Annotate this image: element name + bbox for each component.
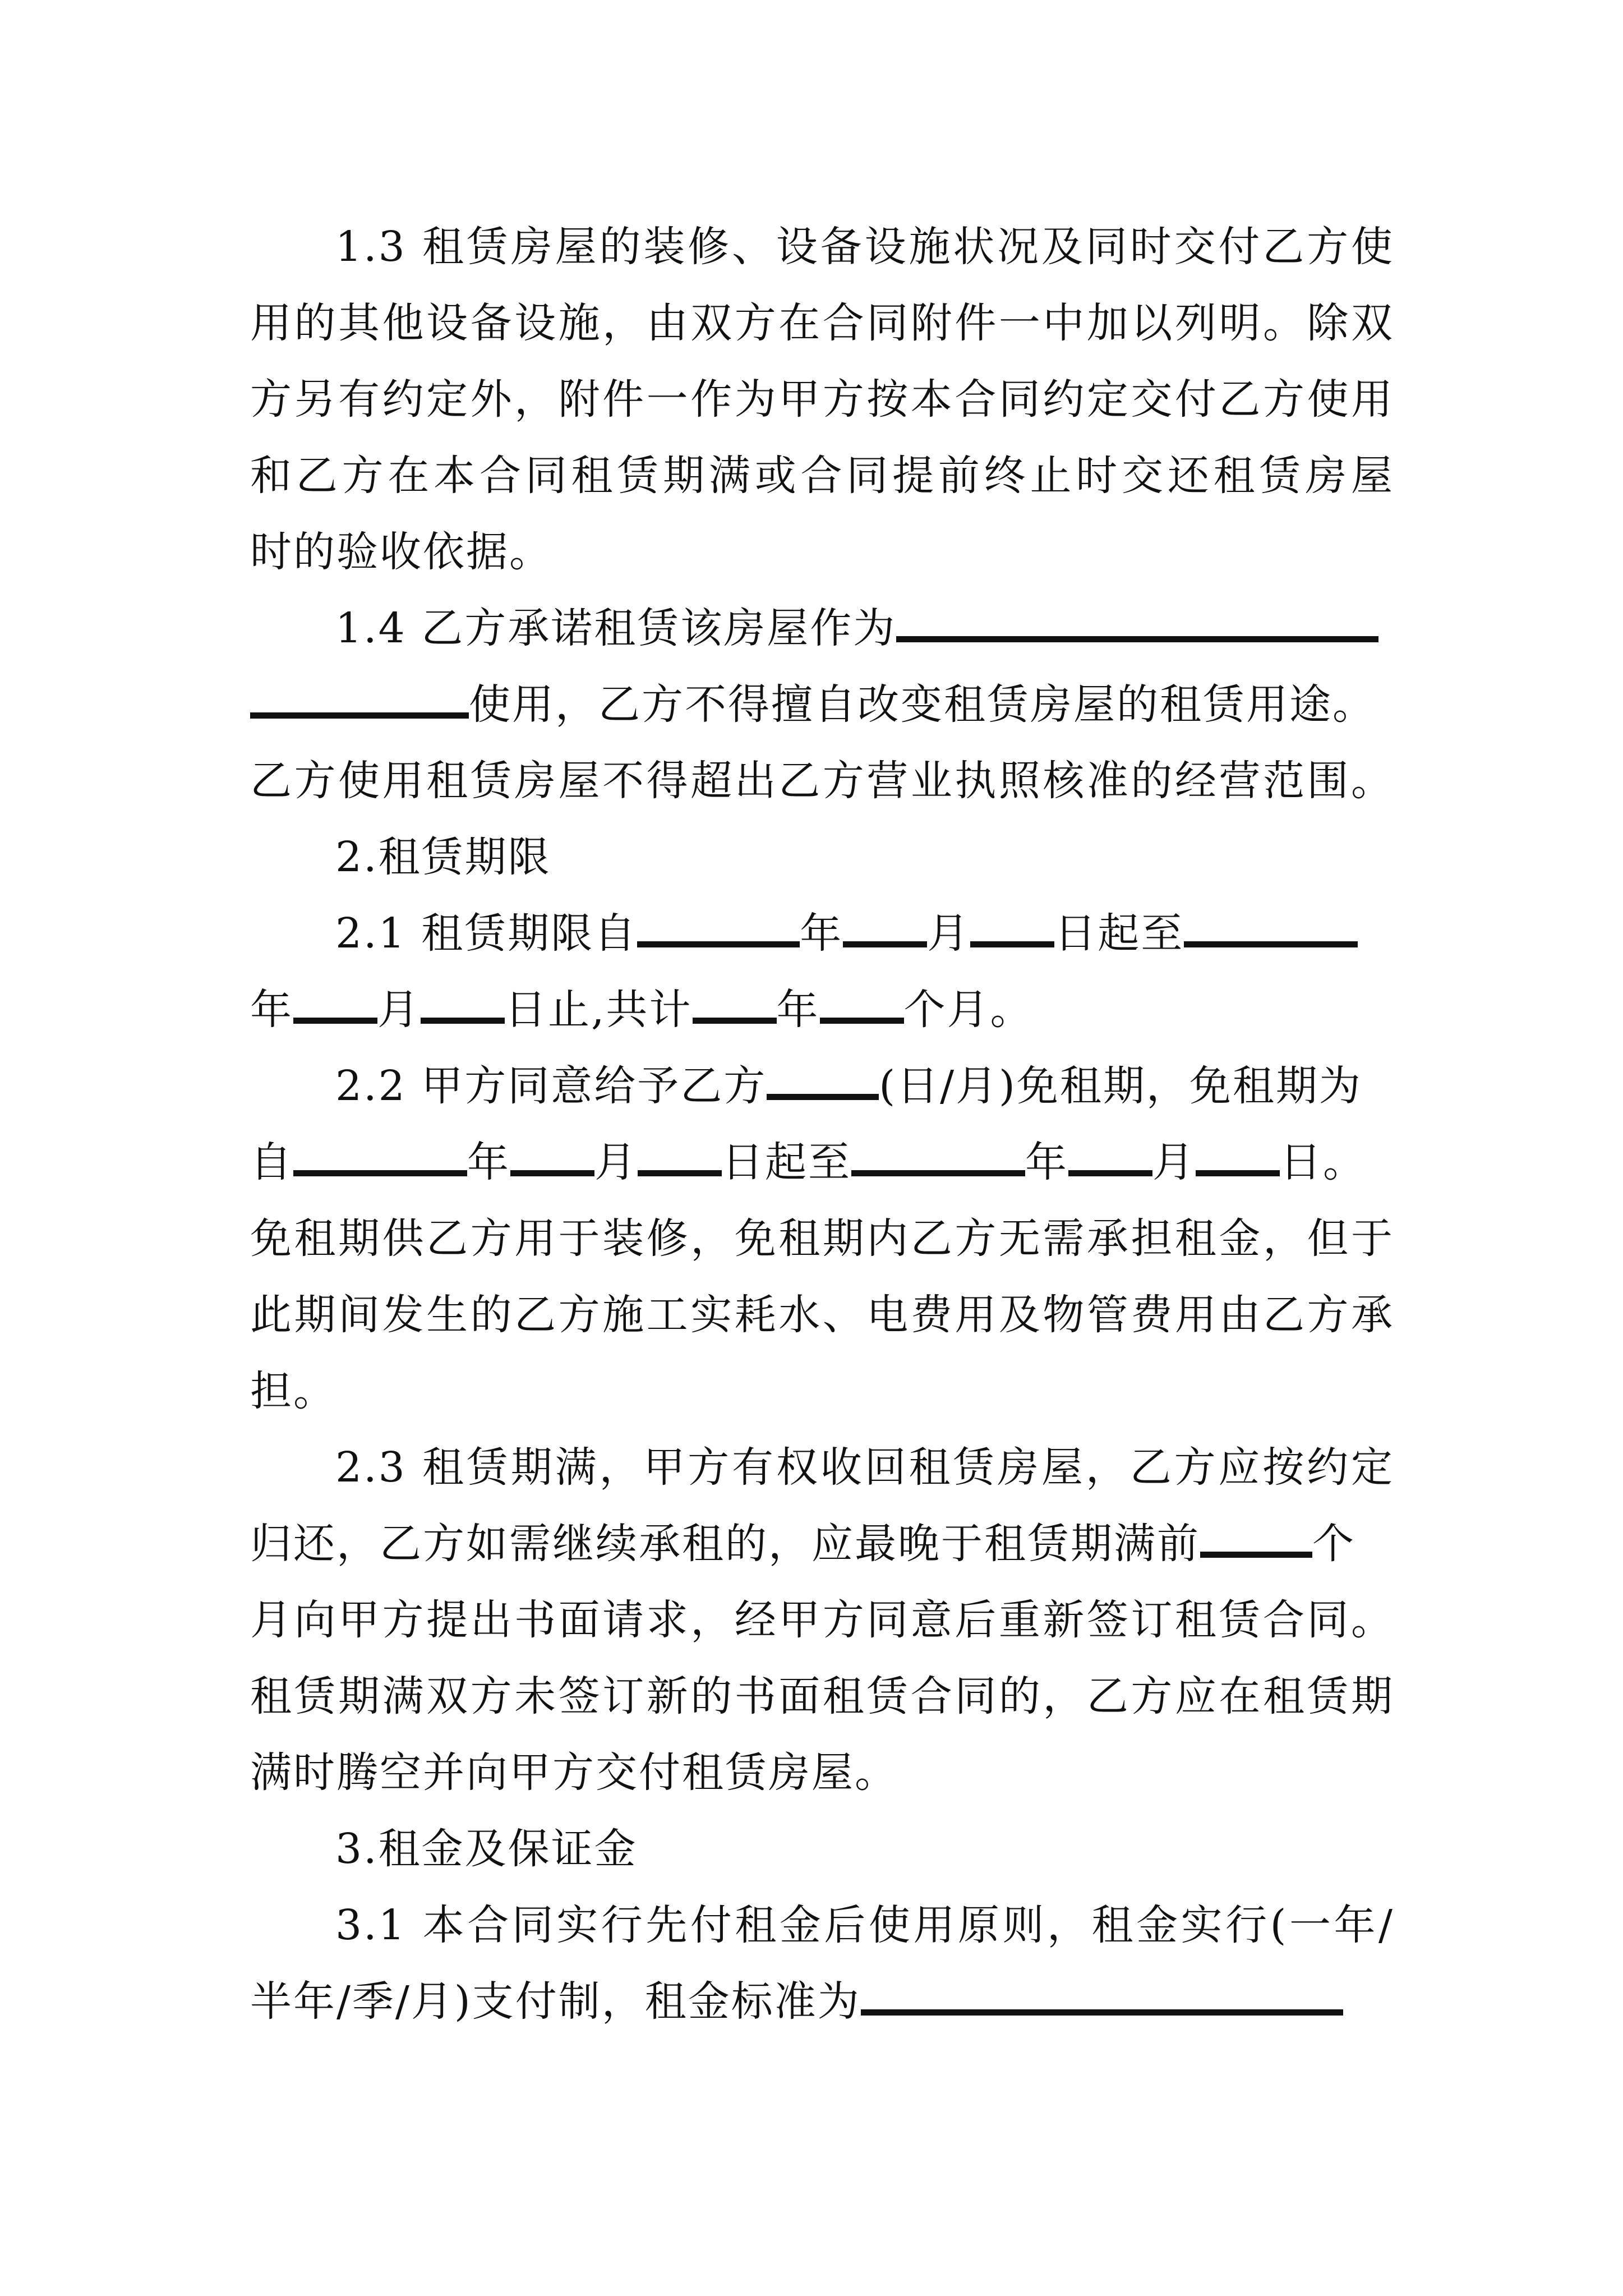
section-heading-2: 2.租赁期限 [335, 833, 551, 881]
blank-end-month[interactable] [293, 1005, 377, 1024]
paragraph-3-1-line-2 [250, 1963, 1394, 2040]
unit-day-to: 日起至 [1054, 909, 1184, 958]
unit-months: 个月。 [903, 986, 1034, 1034]
blank-end-year[interactable] [1184, 929, 1358, 947]
unit-day-total: 日止,共计 [505, 986, 693, 1034]
blank-start-month[interactable] [843, 929, 927, 947]
clause-2-3-renewal-text: 归还，乙方如需继续承租的，应最晚于租赁期满前 [250, 1520, 1200, 1568]
unit-month: 月 [594, 1138, 638, 1186]
clause-2-1-text: 2.1 租赁期限自 [335, 909, 638, 958]
paragraph-1-3-line-1: 1.3 租赁房屋的装修、设备设施状况及同时交付乙方使 [335, 223, 1394, 271]
clause-1-4-use-text: 使用，乙方不得擅自改变租赁房屋的租赁用途。 [469, 680, 1376, 729]
blank-free-end-month[interactable] [1068, 1158, 1152, 1176]
blank-free-start-month[interactable] [510, 1158, 594, 1176]
paragraph-2-3-line-1: 2.3 租赁期满，甲方有权收回租赁房屋，乙方应按约定 [335, 1443, 1394, 1492]
blank-free-end-day[interactable] [1196, 1158, 1280, 1176]
clause-2-2-unit-text: (日/月)免租期，免租期为 [879, 1062, 1362, 1110]
unit-year: 年 [1025, 1138, 1068, 1186]
unit-year: 年 [250, 986, 293, 1034]
paragraph-1-4-line-2 [250, 666, 1394, 743]
clause-1-4-text: 1.4 乙方承诺租赁该房屋作为 [335, 604, 897, 652]
blank-usage-field[interactable] [896, 624, 1378, 642]
blank-end-day[interactable] [421, 1005, 505, 1024]
unit-year: 年 [467, 1138, 510, 1186]
blank-start-year[interactable] [637, 929, 800, 947]
blank-free-start-day[interactable] [638, 1158, 722, 1176]
unit-month: 月 [377, 986, 421, 1034]
blank-free-start-year[interactable] [293, 1158, 467, 1176]
blank-start-day[interactable] [970, 929, 1054, 947]
unit-year: 年 [776, 986, 820, 1034]
paragraph-2-3-line-4: 租赁期满双方未签订新的书面租赁合同的，乙方应在租赁期 [250, 1672, 1394, 1720]
unit-year: 年 [800, 909, 843, 958]
paragraph-1-3-line-4: 和乙方在本合同租赁期满或合同提前终止时交还租赁房屋 [250, 452, 1394, 500]
blank-notice-months[interactable] [1200, 1539, 1312, 1558]
blank-total-years[interactable] [693, 1005, 777, 1024]
unit-day-to: 日起至 [722, 1138, 851, 1186]
paragraph-1-3-line-2: 用的其他设备设施，由双方在合同附件一中加以列明。除双 [250, 299, 1394, 347]
contract-page [250, 209, 1394, 2040]
blank-total-months[interactable] [820, 1005, 904, 1024]
paragraph-1-3-line-5: 时的验收依据。 [250, 528, 552, 576]
paragraph-2-2-line-5: 担。 [250, 1367, 336, 1415]
unit-month: 月 [1152, 1138, 1196, 1186]
clause-3-1-rent-text: 半年/季/月)支付制，租金标准为 [250, 1977, 861, 2026]
blank-usage-field-continued[interactable] [250, 700, 469, 719]
unit-ge: 个 [1312, 1520, 1355, 1568]
paragraph-2-3-line-3: 月向甲方提出书面请求，经甲方同意后重新签订租赁合同。 [250, 1596, 1394, 1644]
text-from: 自 [250, 1138, 293, 1186]
section-heading-3: 3.租金及保证金 [335, 1825, 638, 1873]
blank-free-period[interactable] [767, 1082, 879, 1100]
paragraph-2-2-line-2 [250, 1124, 1394, 1200]
paragraph-2-2-line-1 [250, 1048, 1394, 1124]
paragraph-1-4-line-3: 乙方使用租赁房屋不得超出乙方营业执照核准的经营范围。 [250, 757, 1394, 805]
paragraph-2-2-line-4: 此期间发生的乙方施工实耗水、电费用及物管费用由乙方承 [250, 1291, 1394, 1339]
paragraph-2-3-line-2 [250, 1506, 1394, 1582]
paragraph-2-2-line-3: 免租期供乙方用于装修，免租期内乙方无需承担租金，但于 [250, 1214, 1394, 1263]
clause-2-2-text: 2.2 甲方同意给予乙方 [335, 1062, 767, 1110]
paragraph-2-1-line-1 [250, 895, 1394, 972]
unit-month: 月 [927, 909, 971, 958]
paragraph-1-4-line-1 [250, 590, 1394, 666]
unit-day: 日。 [1280, 1138, 1366, 1186]
paragraph-2-3-line-5: 满时腾空并向甲方交付租赁房屋。 [250, 1749, 898, 1797]
paragraph-3-1-line-1: 3.1 本合同实行先付租金后使用原则，租金实行(一年/ [335, 1901, 1394, 1949]
blank-free-end-year[interactable] [851, 1158, 1025, 1176]
paragraph-1-3-line-3: 方另有约定外，附件一作为甲方按本合同约定交付乙方使用 [250, 375, 1394, 424]
paragraph-2-1-line-2 [250, 972, 1394, 1048]
blank-rent-amount[interactable] [861, 1997, 1343, 2016]
